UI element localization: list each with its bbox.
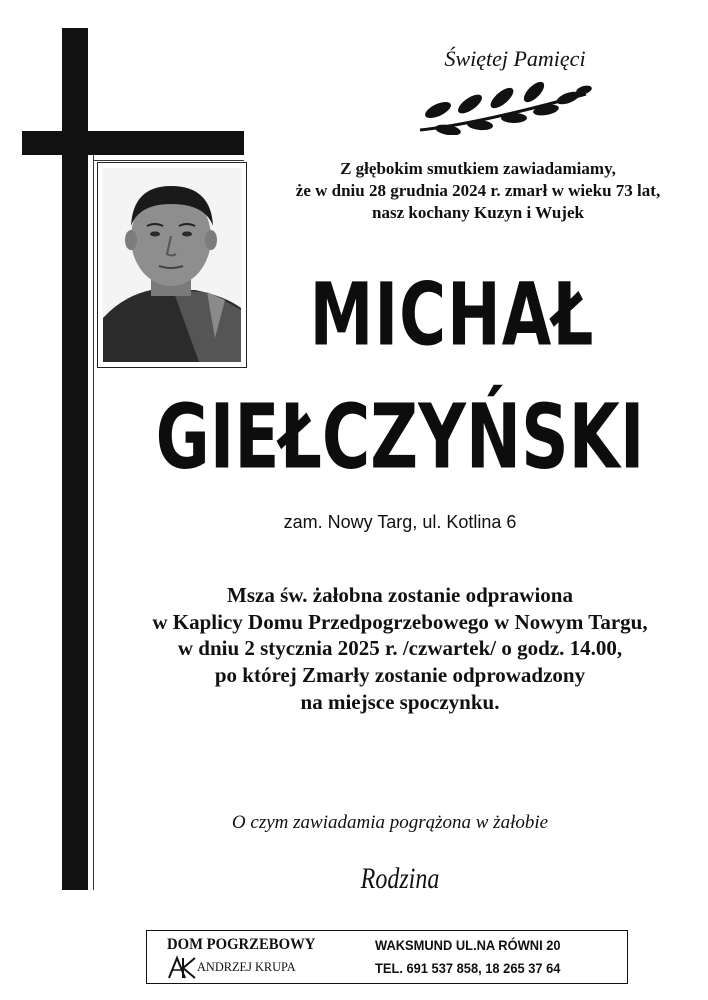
family-signature: Rodzina [360,862,440,895]
mass-line: po której Zmarły zostanie odprowadzony [214,662,586,687]
cross-outline-vertical [93,155,94,890]
mass-line: w dniu 2 stycznia 2025 r. /czwartek/ o godz. 14.00, [177,636,623,661]
portrait-frame [97,162,247,368]
deceased-first-name: MICHAŁ [309,266,595,366]
announcement-line: Z głębokim smutkiem zawiadamiamy, [340,159,616,178]
memorial-heading: Świętej Pamięci [444,46,586,71]
deceased-last-name: GIEŁCZYŃSKI [155,385,645,489]
funeral-home-phone: TEL. 691 537 858, 18 265 37 64 [375,960,561,976]
mass-line: w Kaplicy Domu Przedpogrzebowego w Nowym Targu, [152,609,648,634]
mass-line: Msza św. żałobna zostanie odprawiona [227,583,573,607]
funeral-home-name: DOM POGRZEBOWY [167,936,316,953]
funeral-home-owner: ANDRZEJ KRUPA [197,959,296,974]
portrait-photo [103,168,241,362]
funeral-mass-info [100,582,700,715]
announcement-line: że w dniu 28 grudnia 2024 r. zmarł w wieku 73 lat, [295,181,661,201]
mourning-text: O czym zawiadamia pogrążona w żałobie [231,812,549,833]
funeral-home-address: WAKSMUND UL.NA RÓWNI 20 [375,937,561,953]
funeral-home-box [146,930,628,984]
death-announcement [258,158,698,224]
cross-arm [22,131,244,155]
announcement-line: nasz kochany Kuzyn i Wujek [372,203,584,223]
deceased-address: zam. Nowy Targ, ul. Kotlina 6 [283,512,517,532]
cross-icon [62,28,88,890]
ak-monogram-logo [167,954,197,980]
cross-outline-horizontal [93,160,244,161]
laurel-branch-icon [418,80,593,135]
mass-line: na miejsce spoczynku. [300,689,500,714]
